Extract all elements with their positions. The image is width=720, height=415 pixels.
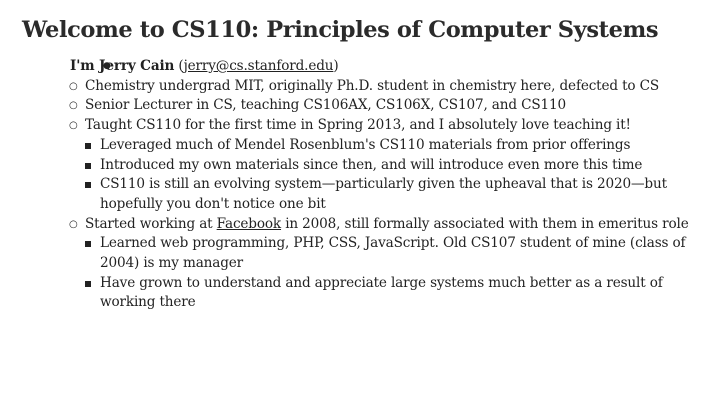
facebook-before: Started working at [85, 215, 217, 232]
bullet-list [22, 57, 700, 313]
list-item-large-systems: Have grown to understand and appreciate large systems much better as a result of working there [85, 274, 700, 313]
list-item-evolving: CS110 is still an evolving system—particularly given the upheaval that is 2020—but hopefully you don't notice one bit [85, 175, 700, 214]
slide-title: Welcome to CS110: Principles of Computer Systems [22, 17, 659, 43]
teaching-sub-list [85, 136, 700, 215]
paren-close: ) [333, 58, 339, 74]
sub-list [70, 77, 700, 313]
list-item-facebook [70, 215, 700, 314]
list-item-chemistry: ○ Chemistry undergrad MIT, originally Ph.D. student in chemistry here, defected to CS [70, 77, 700, 97]
facebook-link[interactable]: Facebook [216, 215, 282, 232]
facebook-after: in 2008, still formally associated with them in emeritus role [281, 215, 689, 232]
instructor-name: I'm Jerry Cain [70, 58, 175, 74]
intro-bullet [70, 57, 700, 313]
list-item-taught-text: Taught CS110 for the first time in Spring 2013, and I absolutely love teaching it! [85, 117, 631, 134]
paren-open: ( [174, 58, 184, 74]
email-link[interactable]: jerry@cs.stanford.edu [183, 58, 334, 74]
list-item-lecturer: ○ Senior Lecturer in CS, teaching CS106AX, CS106X, CS107, and CS110 [70, 96, 700, 116]
list-item-web-programming: Learned web programming, PHP, CSS, JavaScript. Old CS107 student of mine (class of 2004) is my manager [85, 234, 700, 273]
list-item-introduced: Introduced my own materials since then, and will introduce even more this time [85, 156, 700, 176]
list-item-leveraged: Leveraged much of Mendel Rosenblum's CS110 materials from prior offerings [85, 136, 700, 156]
facebook-sub-list [85, 234, 700, 313]
list-item-taught [70, 116, 700, 215]
